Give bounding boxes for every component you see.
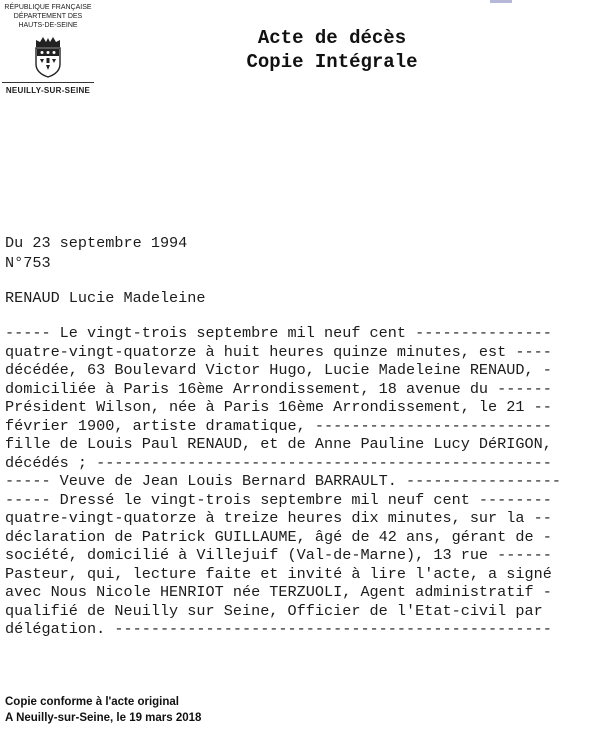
- act-line: domiciliée à Paris 16ème Arrondissement, 18 avenue du ------: [5, 379, 552, 398]
- act-line: février 1900, artiste dramatique, --------------------------: [5, 416, 552, 435]
- act-line: décédée, 63 Boulevard Victor Hugo, Lucie Madeleine RENAUD, -: [5, 361, 552, 379]
- act-line: Président Wilson, née à Paris 16ème Arrondissement, le 21 --: [5, 398, 552, 416]
- act-line: qualifié de Neuilly sur Seine, Officier de l'Etat-civil par: [5, 601, 543, 620]
- act-line: délégation. ------------------------------------------------: [5, 620, 552, 638]
- republic-label: RÉPUBLIQUE FRANÇAISE: [4, 4, 92, 11]
- letterhead: [0, 3, 96, 95]
- act-line: société, domicilié à Villejuif (Val-de-Marne), 13 rue ------: [5, 546, 552, 564]
- record-date: Du 23 septembre 1994: [5, 234, 188, 252]
- act-line: ----- Dressé le vingt-trois septembre mil neuf cent --------: [5, 490, 552, 509]
- scan-mark: [490, 0, 512, 3]
- act-line: fille de Louis Paul RENAUD, et de Anne Pauline Lucy DéRIGON,: [5, 435, 552, 453]
- act-line: Pasteur, qui, lecture faite et invité à lire l'acte, a signé: [5, 564, 552, 583]
- act-body: [5, 324, 561, 639]
- certification-footer: [5, 694, 201, 726]
- title-line-1: Acte de décès: [257, 27, 407, 49]
- act-line: décédés ; --------------------------------------------------: [5, 453, 552, 472]
- department-label: DÉPARTEMENT DES HAUTS-DE-SEINE: [13, 13, 83, 29]
- footer-line-2: A Neuilly-sur-Seine, le 19 mars 2018: [5, 712, 202, 724]
- act-line: avec Nous Nicole HENRIOT née TERZUOLI, Agent administratif -: [5, 583, 552, 601]
- act-line: ----- Le vingt-trois septembre mil neuf cent ---------------: [5, 324, 552, 342]
- act-line: déclaration de Patrick GUILLAUME, âgé de 42 ans, gérant de -: [5, 527, 552, 546]
- footer-line-1: Copie conforme à l'acte original: [5, 696, 179, 708]
- letterhead-rule: [2, 82, 94, 83]
- record-number: N°753: [5, 254, 51, 272]
- coat-of-arms-icon: [33, 36, 63, 78]
- act-line: ----- Veuve de Jean Louis Bernard BARRAULT. -----------------: [5, 472, 561, 490]
- act-line: quatre-vingt-quatorze à treize heures dix minutes, sur la --: [5, 509, 552, 527]
- act-line: quatre-vingt-quatorze à huit heures quinze minutes, est ----: [5, 342, 552, 361]
- deceased-name: RENAUD Lucie Madeleine: [5, 289, 206, 307]
- document-title: [206, 26, 458, 74]
- town-name: NEUILLY-SUR-SEINE: [5, 86, 91, 95]
- title-line-2: Copie Intégrale: [246, 51, 418, 73]
